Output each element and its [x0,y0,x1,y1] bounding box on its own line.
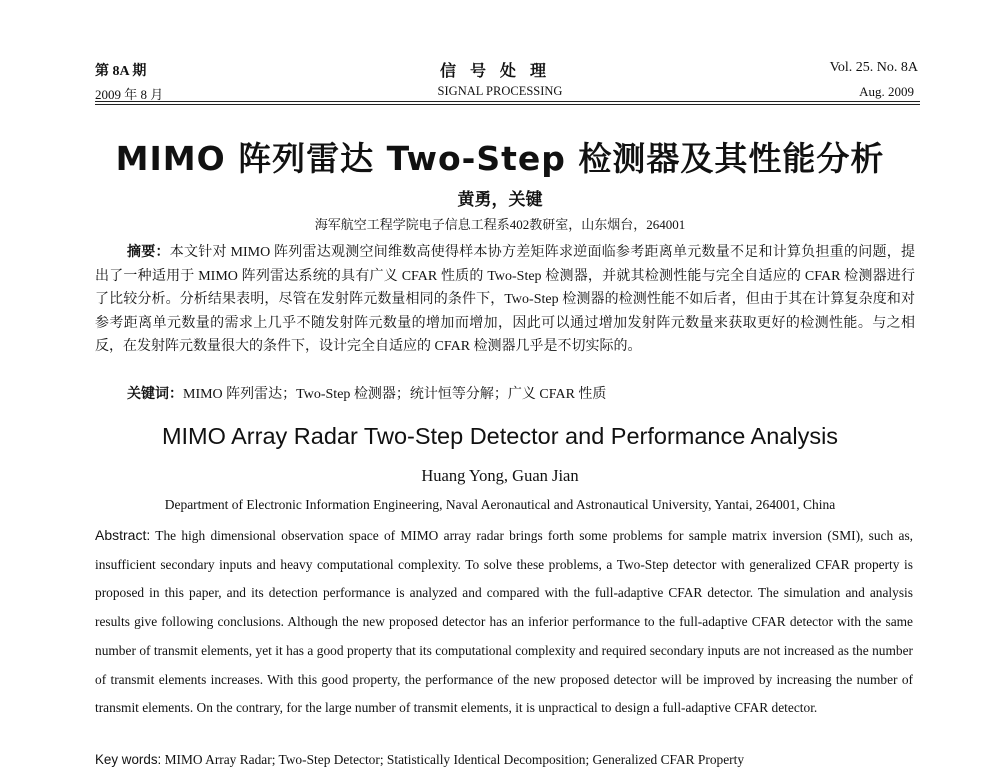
abstract-cn-label: 摘要： [127,245,170,260]
abstract-en-label: Abstract: [95,527,151,543]
authors-cn: 黄勇，关键 [457,190,543,209]
keywords-en-label: Key words: [95,752,162,767]
header-rule-top [95,101,920,102]
keywords-cn-label: 关键词： [127,387,183,402]
abstract-cn [95,241,915,359]
abstract-cn-text: 本文针对 MIMO 阵列雷达观测空间维数高使得样本协方差矩阵求逆面临参考距离单元数量不足和计算负担重的问题，提出了一种适用于 MIMO 阵列雷达系统的具有广义 CFAR 性质的 Two-Step 检测器，并就其检测性能与完全自适应的 CFAR 检测器进行了比较分析。分析结果表明，尽管在发射阵元数量相同的条件下，Two-Step 检测器的检测性能不如后者，但由于其在计算复杂度和对参考距离单元数量的需求上几乎不随发射阵元数量的增加而增加，因此可以通过增加发射阵元数量来获取更好的检测性能。与之相反，在发射阵元数量很大的条件下，设计完全自适应的 CFAR 检测器几乎是不切实际的。 [95,245,916,355]
volume-number: Vol. 25. No. 8A [829,60,918,75]
paper-title-cn: MIMO 阵列雷达 Two-Step 检测器及其性能分析 [115,139,885,178]
issue-number: 第 8A 期 [95,64,147,79]
keywords-cn [127,383,917,407]
journal-name-cn: 信号处理 [439,63,560,80]
abstract-en-text: The high dimensional observation space of MIMO array radar brings forth some problems for sample matrix inversion (SMI), such as, insufficient secondary inputs and heavy computational complexity. To solve these problems, a Two-Step detector with generalized CFAR property is proposed in this paper, and its detection performance is analyzed and compared with the full-adaptive CFAR detector. The simulation and analysis results give following conclusions. Although the new proposed detector has an inferior performance to the full-adaptive CFAR detector with the same number of transmit elements, yet it has a good property that its computational complexity and required secondary inputs are not increased as the number of transmit elements increases. With this good property, the performance of the new proposed detector will be improved by increasing the number of transmit elements. On the contrary, for the large number of transmit elements, it is unpractical to design a full-adaptive CFAR detector. [95,528,914,716]
affiliation-cn: 海军航空工程学院电子信息工程系402教研室，山东烟台，264001 [314,217,686,232]
date-cn: 2009 年 8 月 [95,87,164,102]
keywords-en [95,746,913,774]
authors-en: Huang Yong, Guan Jian [421,466,579,485]
journal-name-en: SIGNAL PROCESSING [437,84,563,98]
keywords-cn-text: MIMO 阵列雷达；Two-Step 检测器；统计恒等分解；广义 CFAR 性质 [183,387,607,402]
keywords-en-text: MIMO Array Radar; Two-Step Detector; Statistically Identical Decomposition; Generalized CFAR Property [164,752,745,767]
affiliation-en: Department of Electronic Information Engineering, Naval Aeronautical and Astronautical University, Yantai, 264001, China [164,497,836,512]
date-en: Aug. 2009 [859,84,914,99]
paper-title-en: MIMO Array Radar Two-Step Detector and Performance Analysis [161,423,839,449]
abstract-en [95,521,913,723]
header-rule-bottom [95,104,920,105]
